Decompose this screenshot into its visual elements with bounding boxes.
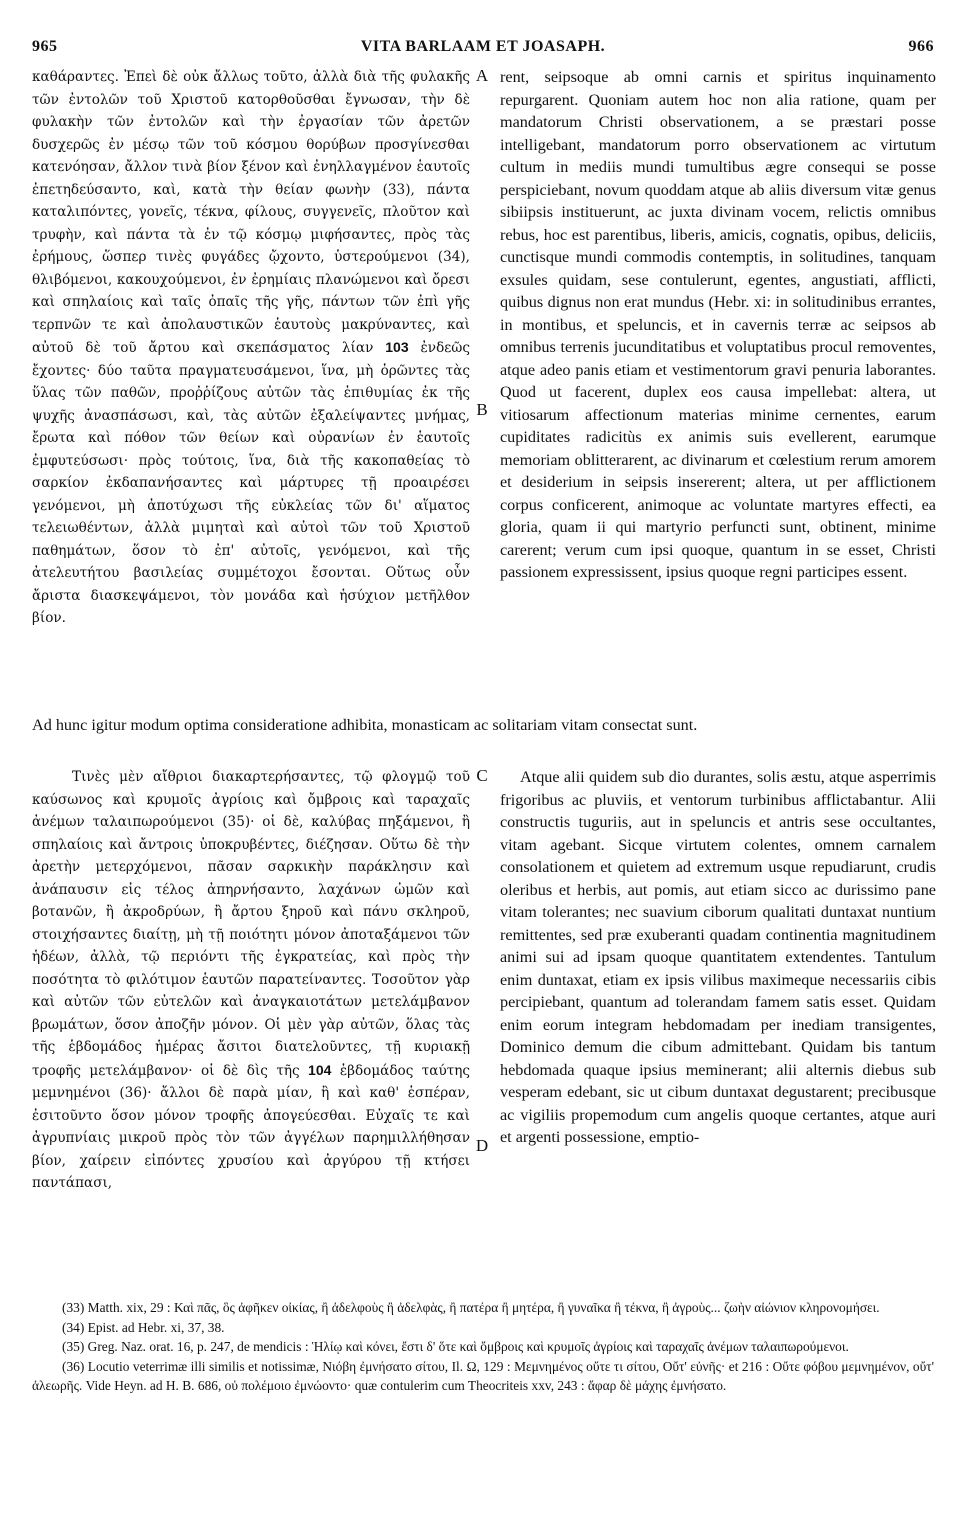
latin-column-c — [500, 766, 936, 1149]
running-header — [32, 38, 934, 62]
latin-paragraph: Atque alii quidem sub dio durantes, solis æstu, atque asperrimis frigoribus ac pluviis, et ventorum turbinibus afflictabantur. Alii constructis tuguriis, aut in speluncis et antris sese occultantes, vitam agebant. Sicque virtutem colentes, omnem carnalem consolationem et quietem ad extremum usque repudiarunt, crudis oleribus et herbis, aut pomis, aut etiam sicco ac durissimo pane vitam tolerantes; nec suavium ciborum qualitati duntaxat nuntium remittentes, sed præ exuberanti quadam continentia magnitudinem animi sui ad ipsam quoque quantitatem extendentes. Tantulum enim duntaxat, etiam ex ipsis vilibus maximeque necessariis cibis percipiebant, quantum ad tolerandam famem satis esset. Quidam enim eorum integram hebdomadam per inediam transigentes, Dominico demum die cibum admittebant. Quidam bis tantum hebdomada quaque ipsius meminerant; alii alternis diebus sub vesperam edebant, sic ut cibum duntaxat degustarent; precibusque ac vigiliis propemodum cum angelis quoque certantes, atque auri et argenti possessione, emptio- — [500, 768, 936, 1146]
greek-paragraph: Τινὲς μὲν αἴθριοι διακαρτερήσαντες, τῷ φλογμῷ τοῦ καύσωνος καὶ κρυμοῖς ἀγρίοις καὶ ὄμβροις καὶ ταραχαῖς ἀνέμων ταλαιπωρούμενοι (35)· οἱ δὲ, καλύβας πηξάμενοι, ἢ σπηλαίοις καὶ ἄντροις ὑποκρυβέντες, διέζησαν. Οὕτω δὲ τὴν ἀρετὴν μετερχόμενοι, πᾶσαν σαρκικὴν παράκλησιν καὶ ἀνάπαυσιν εἰς τέλος ἀπηρνήσαντο, λαχάνων ὠμῶν καὶ βοτανῶν, ἢ ἀκροδρύων, ἢ ἄρτου ξηροῦ καὶ πάνυ σκληροῦ, στοιχήσαντες διαίτῃ, μὴ τῇ ποιότητι μόνον ἀποταξάμενοι τῶν ἡδέων, ἀλλὰ, τῷ περιόντι τῆς ἐγκρατείας, καὶ πρὸς τὴν ποσότητα τὸ φιλότιμον ἑαυτῶν παρατείναντες. Τοσοῦτον γὰρ καὶ αὐτῶν τῶν εὐτελῶν καὶ ἀναγκαιοτάτων μετελάμβανον βρωμάτων, ὅσον ἀποζῆν μόνον. Οἱ μὲν γὰρ αὐτῶν, ὅλας τὰς τῆς ἑβδομάδος ἡμέρας ἄσιτοι διατελοῦντες, τῇ κυριακῇ τροφῆς μετελάμβανον· οἱ δὲ δὶς τῆς 104 ἑβδομάδος ταύτης μεμνημένοι (36)· ἄλλοι δὲ παρὰ μίαν, ἢ καὶ καθ' ἑσπέραν, ἐσιτοῦντο ὅσον μόνον τροφῆς ἀπογεύεσθαι. Εὐχαῖς τε καὶ ἀγρυπνίαις μικροῦ πρὸς τὸν τῶν ἀγγέλων παρημιλλήθησαν βίον, χαίρειν εἰπόντες χρυσίου καὶ ἀργύρου τῇ κτήσει παντάπασι, — [32, 769, 470, 1191]
section-marker-d: D — [475, 1136, 489, 1155]
patrologia-column-number: 104 — [308, 1061, 332, 1078]
page-number-right: 966 — [908, 38, 934, 55]
latin-column-a — [500, 66, 936, 584]
section-marker-a: A — [475, 66, 489, 85]
latin-paragraph: rent, seipsoque ab omni carnis et spiritus inquinamento repurgarent. Quoniam autem hoc non alia ratione, quam per mandatorum Christi observationem, a se præstari posse intelligebant, mandatorum porro observationem ac virtutum cultum in mediis mundi tumultibus ægre consequi se posse perspiciebant, novum quoddam atque ab aliis diversum vitæ genus sibiipsis instituerunt, ac juxta divinam vocem, relictis omnibus rebus, hoc est parentibus, liberis, amicis, cognatis, opibus, deliciis, cunctisque mundi commodis contemptis, in solitudines, tanquam exsules quidam, sese contulerunt, egentes, angustiati, afflicti, quibus dignus non erat mundus (Hebr. xi: in solitudinibus errantes, in montibus, et speluncis, et in cavernis terræ ac seipsos ab omnibus terrenis jucunditatibus et voluptatibus procul removentes, atque adeo panis etiam et vestimentorum gravi penuria laborantes. Quod ut facerent, duplex eos causa impellebat: altera, ut vitiosarum affectionum materias minime cernentes, earum cupiditates radicitùs ex animis suis evellerent, earumque memoriam oblitterarent, ac divinarum et cœlestium rerum amorem et desiderium in seipsis insererent; altera, ut per afflictionem corpus conficerent, animoque ac voluntate martyres effecti, ea gloria, quam ii qui martyrio perfuncti sunt, obtinent, minime carerent; verum cum ipsi quoque, quantum in se esset, Christi passionem expressissent, ipsius quoque regni participes essent. — [500, 68, 936, 581]
greek-column-c — [32, 766, 470, 1195]
running-title: VITA BARLAAM ET JOASAPH. — [360, 38, 606, 55]
greek-paragraph: καθάραντες. Ἐπεὶ δὲ οὐκ ἄλλως τοῦτο, ἀλλὰ διὰ τῆς φυλακῆς τῶν ἐντολῶν τοῦ Χριστοῦ κατορθοῦσθαι ἔγνωσαν, τὴν δὲ φυλακὴν τῶν ἐντολῶν καὶ τὴν ἐργασίαν τῶν ἀρετῶν δυσχερῶς ἐν μέσῳ τῶν τοῦ κόσμου θορύβων προσγίνεσθαι κατενόησαν, ἄλλον τινὰ βίον ξένον καὶ ἐνηλλαγμένον ἑαυτοῖς ἐπετηδεύσαντο, καὶ, κατὰ τὴν θείαν φωνὴν (33), πάντα καταλιπόντες, γονεῖς, τέκνα, φίλους, συγγενεῖς, πλοῦτον καὶ τρυφὴν, καὶ πάντα τὰ ἐν τῷ κόσμῳ μιφήσαντες, πρὸς τὰς ἐρήμους, ὥσπερ τινὲς φυγάδες ᾤχοντο, ὑστερούμενοι (34), θλιβόμενοι, κακουχούμενοι, ἐν ἐρημίαις πλανώμενοι καὶ ὄρεσι καὶ σπηλαίοις καὶ ταῖς ὀπαῖς τῆς γῆς, πάντων τῶν ἐπὶ γῆς τερπνῶν τε καὶ ἀπολαυστικῶν ἑαυτοὺς μακρύναντες, καὶ αὐτοῦ δὲ τοῦ ἄρτου καὶ σκεπάσματος λίαν 103 ἐνδεῶς ἔχοντες· δύο ταῦτα πραγματευσάμενοι, ἵνα, μὴ ὁρῶντες τὰς ὕλας τῶν παθῶν, προῤῥίζους αὐτῶν τὰς ἐπιθυμίας ἐκ τῆς ψυχῆς ἀνασπάσωσι, καὶ, τὰς αὐτῶν ἐξαλείψαντες μνήμας, ἔρωτα καὶ πόθον τῶν θείων καὶ οὐρανίων ἐν ἑαυτοῖς ἐμφυτεύσωσι· πρὸς τούτοις, ἵνα, διὰ τῆς κακοπαθείας τὸ σαρκίον ἐκδαπανήσαντες καὶ μάρτυρες τῇ προαιρέσει γενόμενοι, μὴ ἀποτύχωσι τῆς εὐκλείας τῶν δι' αἵματος τελειωθέντων, ἀλλὰ μιμηταὶ καὶ αὐτοὶ τῶν τοῦ Χριστοῦ παθημάτων, ὅσον τὸ ἐπ' αὐτοῖς, γενόμενοι, καὶ τῆς ἀτελευτήτου βασιλείας συμμέτοχοι ἔσονται. Οὕτως οὖν ἄριστα διασκεψάμενοι, τὸν μονάδα καὶ ἡσύχιον μετῆλθον βίον. — [32, 69, 470, 626]
footnote-35: (35) Greg. Naz. orat. 16, p. 247, de mendicis : Ἡλίῳ καὶ κόνει, ἔστι δ' ὅτε καὶ ὄμβροις καὶ κρυμοῖς ἀγρίοις καὶ ταραχαῖς ἀνέμων ταλαιπωρούμενοι. — [62, 1339, 849, 1354]
full-width-line: Ad hunc igitur modum optima consideratione adhibita, monasticam ac solitariam vitam consectat sunt. — [32, 716, 698, 734]
patrologia-column-number: 103 — [385, 339, 409, 355]
footnote-33: (33) Matth. xix, 29 : Καὶ πᾶς, ὃς ἀφῆκεν οἰκίας, ἢ ἀδελφοὺς ἢ ἀδελφὰς, ἢ πατέρα ἢ μητέρα, ἢ γυναῖκα ἢ τέκνα, ἢ ἀγροὺς... ζωὴν αἰώνιον κληρονομήσει. — [62, 1300, 880, 1315]
footnote-36: (36) Locutio veterrimæ illi similis et notissimæ, Νιόβη ἐμνήσατο σίτου, Il. Ω, 129 : Μεμνημένος οὔτε τι σίτου, Οὔτ' εὐνῆς· et 216 : Οὔτε φόβου μεμνημένον, οὔτ' ἀλεωρῆς. Vide Heyn. ad H. B. 686, οὐ πολέμοιο ἐμνώοντο· quæ contulerim cum Theocriteis xxv, 243 : ἄφαρ δὲ μάχης ἐμνήσατο. — [32, 1358, 934, 1393]
footnotes — [32, 1298, 934, 1396]
section-marker-b: B — [476, 400, 488, 419]
section-marker-c: C — [476, 766, 488, 785]
page-number-left: 965 — [32, 38, 58, 55]
greek-column-a — [32, 66, 470, 630]
footnote-34: (34) Epist. ad Hebr. xi, 37, 38. — [62, 1319, 225, 1335]
